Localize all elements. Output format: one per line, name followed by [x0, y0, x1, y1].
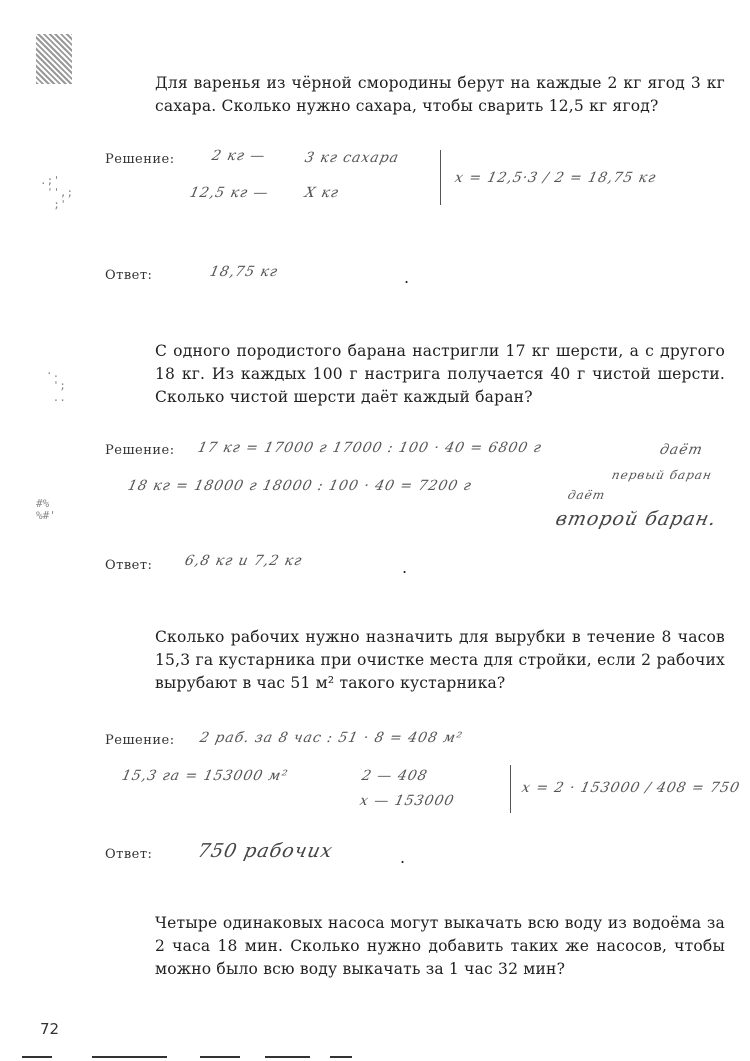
problem-2-hw-line1-note: даёт — [658, 442, 705, 458]
problem-3-hw-prop2: х — 153000 — [358, 793, 456, 809]
problem-1-answer-dot: . — [404, 268, 410, 287]
problem-1-hw-line2b: Х кг — [303, 185, 341, 201]
problem-1-solution-label: Решение: — [105, 152, 175, 167]
problem-2-answer-dot: . — [402, 558, 408, 577]
problem-2-hw-line1: 17 кг = 17000 г 17000 : 100 · 40 = 6800 г — [196, 440, 544, 456]
bottom-rule-5 — [330, 1056, 352, 1058]
margin-scribble-3: #% %#' — [36, 497, 56, 522]
problem-3-hw-line2: 15,3 га = 153000 м² — [120, 768, 290, 784]
problem-2-answer-label: Ответ: — [105, 558, 153, 573]
problem-2-hw-line2: 18 кг = 18000 г 18000 : 100 · 40 = 7200 г — [126, 478, 474, 494]
problem-1-answer-label: Ответ: — [105, 268, 153, 283]
problem-2-text: С одного породистого барана настригли 17 кг шерсти, а с другого 18 кг. Из каждых 100 г настрига получается 40 г чистой шерсти. Сколько чистой шерсти даёт каждый баран? — [155, 342, 725, 406]
problem-1-hw-line2a: 12,5 кг — — [188, 185, 271, 201]
problem-3-hw-answer: 750 рабочих — [195, 840, 335, 862]
problem-3-answer-dot: . — [400, 848, 406, 867]
problem-4-text: Четыре одинаковых насоса могут выкачать всю воду из водоёма за 2 часа 18 мин. Сколько нужно добавить таких же насосов, чтобы можно было всю воду выкачать за 1 час 32 мин? — [155, 914, 725, 978]
problem-3-hw-formula: х = 2 · 153000 / 408 = 750 — [520, 780, 742, 796]
problem-3-solution-label: Решение: — [105, 733, 175, 748]
problem-1-hw-line1a: 2 кг — — [210, 148, 267, 164]
bottom-rule-4 — [265, 1056, 310, 1058]
problem-2-hw-line2-note-a: первый баран — [610, 468, 714, 482]
problem-2-hw-line2-note-b: даёт — [566, 488, 607, 502]
bottom-rule-1 — [22, 1056, 52, 1058]
problem-1-divider — [440, 150, 441, 205]
problem-1-hw-line1b: 3 кг сахара — [303, 150, 401, 166]
problem-1-hw-formula: х = 12,5·3 / 2 = 18,75 кг — [453, 170, 658, 186]
problem-1-hw-answer: 18,75 кг — [208, 264, 280, 280]
page-number: 72 — [40, 1020, 60, 1038]
problem-3-answer-label: Ответ: — [105, 847, 153, 862]
corner-stamp — [36, 34, 72, 84]
problem-3-hw-prop1: 2 — 408 — [360, 768, 430, 784]
problem-3-hw-line1: 2 раб. за 8 час : 51 · 8 = 408 м² — [198, 730, 465, 746]
margin-scribble-1: .;' '',; ;' — [40, 174, 74, 211]
problem-1-text: Для варенья из чёрной смородины берут на каждые 2 кг ягод 3 кг сахара. Сколько нужно сахара, чтобы сварить 12,5 кг ягод? — [155, 74, 725, 115]
margin-scribble-2: ·. '; .. — [46, 367, 66, 404]
problem-2-hw-line3: второй баран. — [553, 508, 719, 530]
problem-3-text: Сколько рабочих нужно назначить для вырубки в течение 8 часов 15,3 га кустарника при очистке места для стройки, если 2 рабочих вырубают в час 51 м² такого кустарника? — [155, 628, 725, 692]
problem-2-hw-answer: 6,8 кг и 7,2 кг — [183, 553, 304, 569]
bottom-rule-2 — [92, 1056, 167, 1058]
bottom-rule-3 — [200, 1056, 240, 1058]
problem-3-divider — [510, 765, 511, 813]
problem-2-solution-label: Решение: — [105, 443, 175, 458]
